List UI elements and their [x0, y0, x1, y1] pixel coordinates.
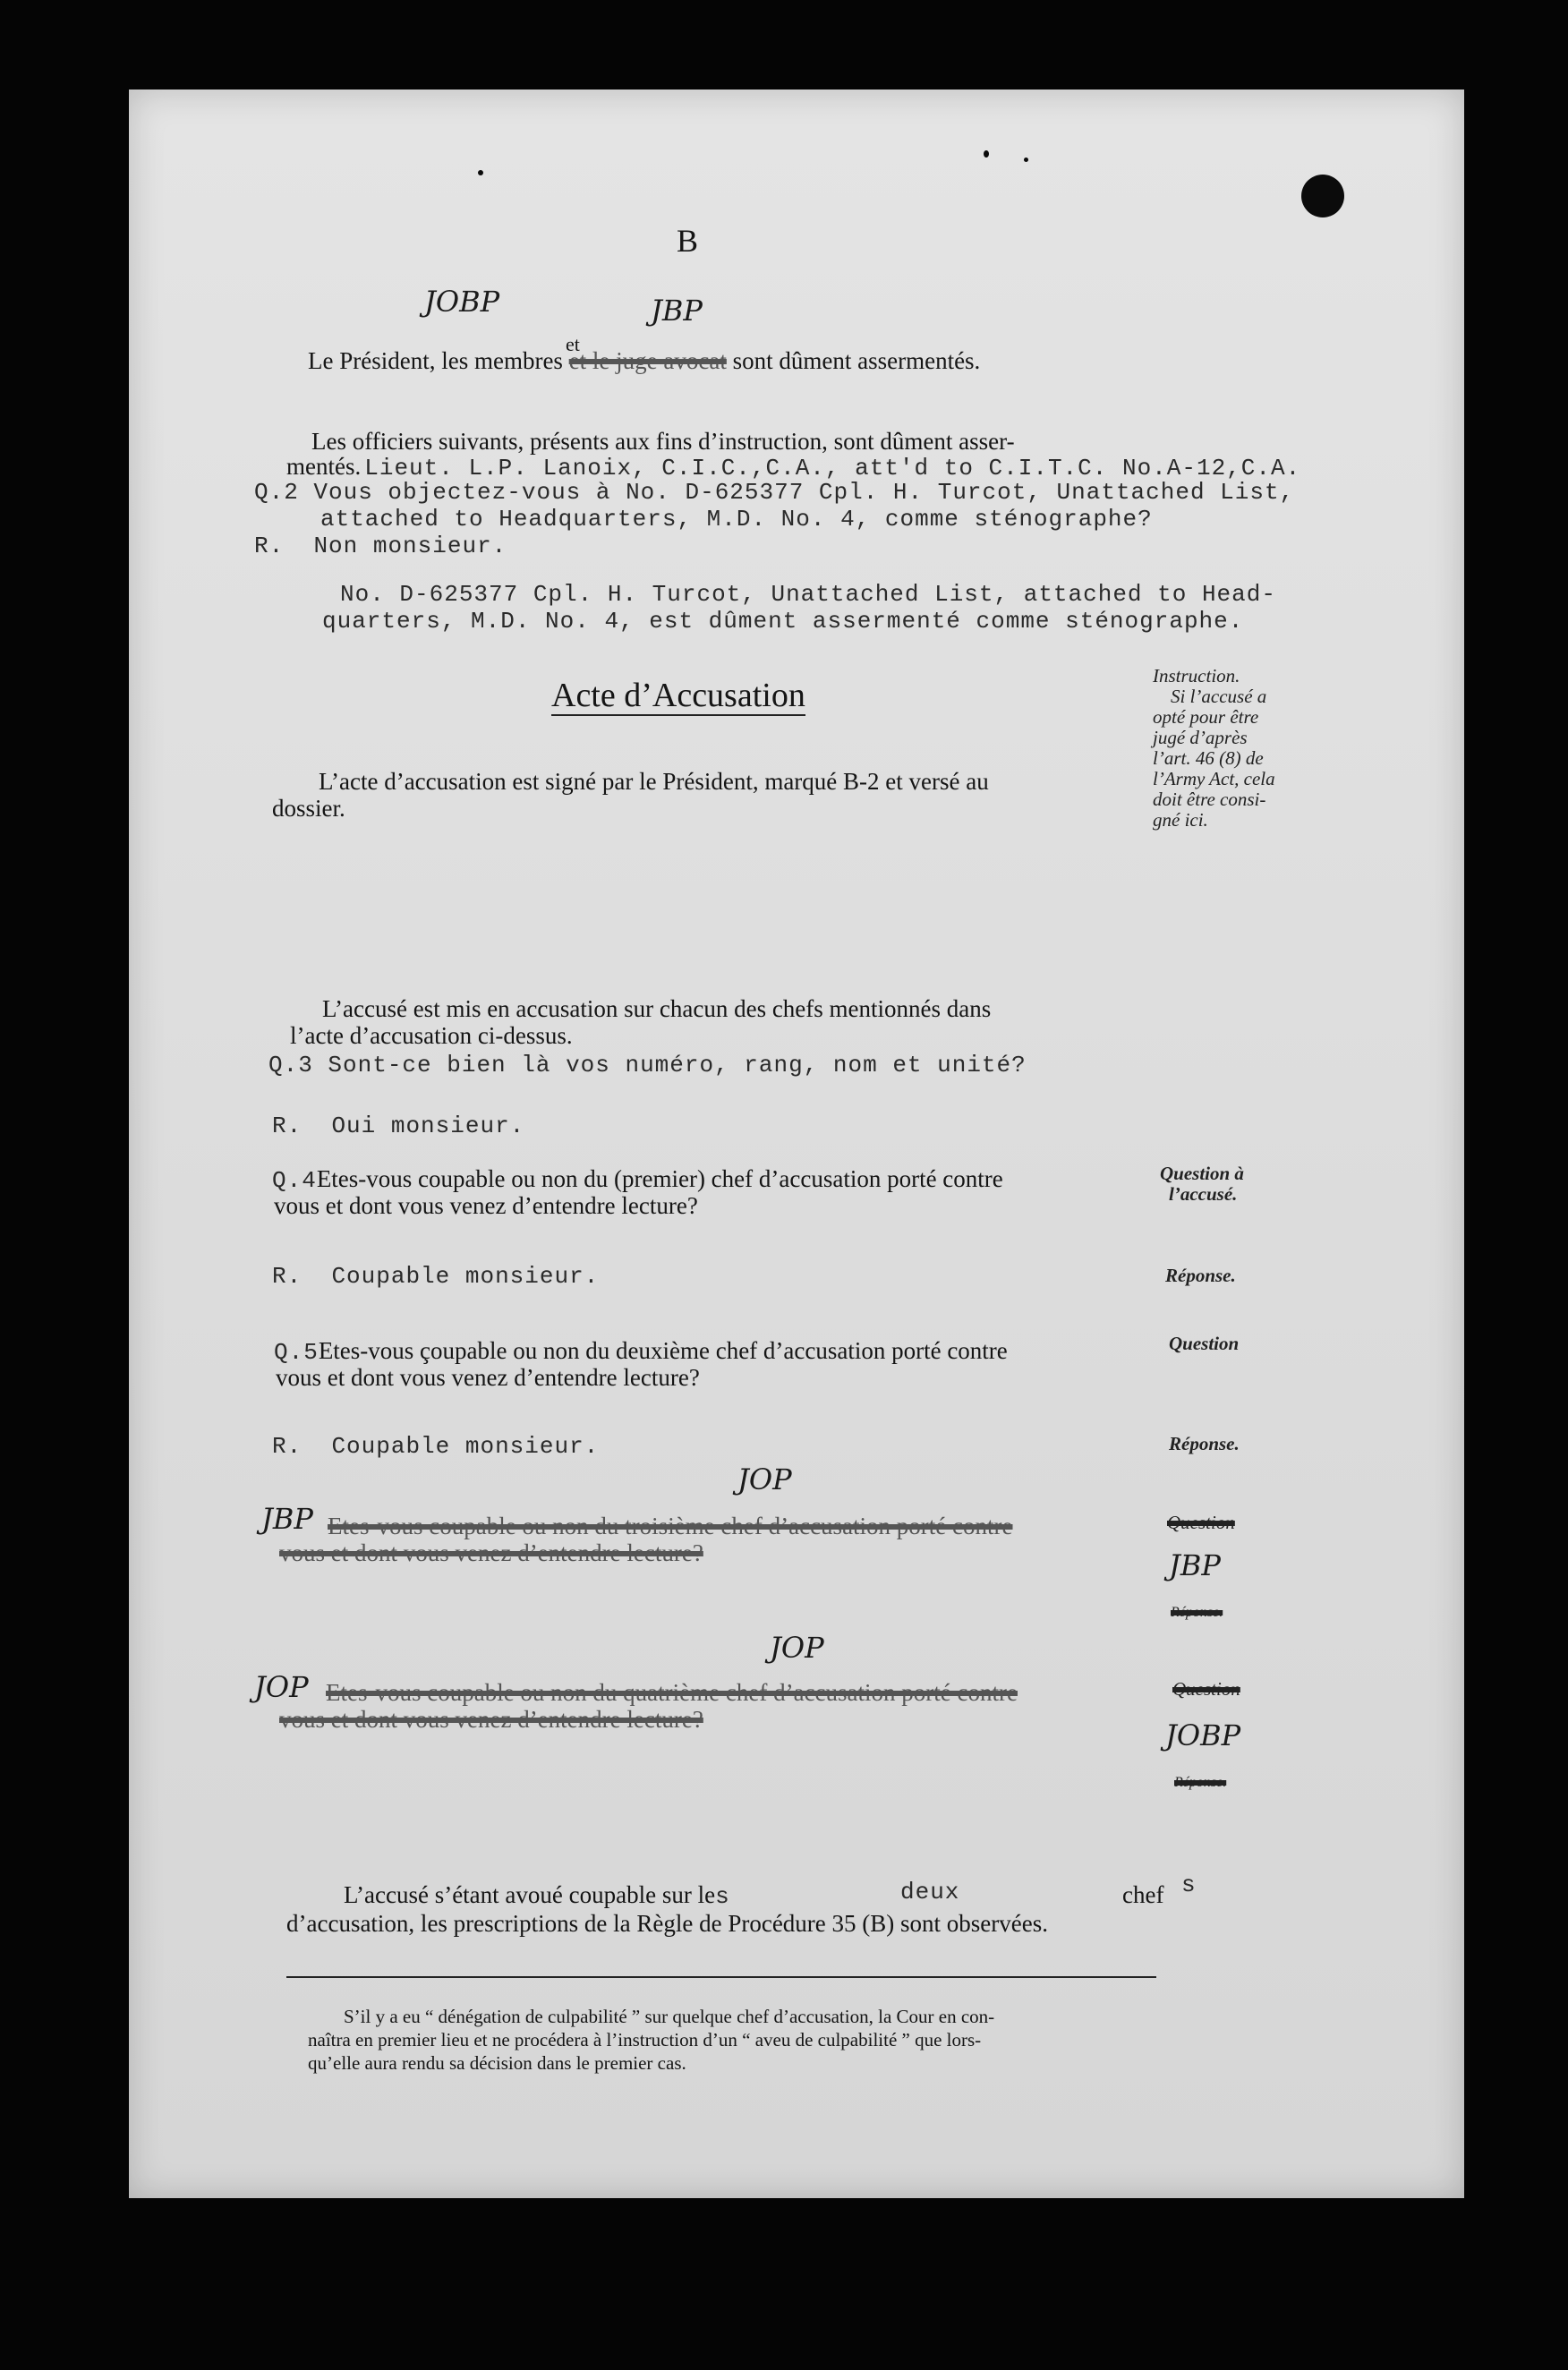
oath-prefix: Le Président [308, 347, 430, 374]
struck-question-line-1: Etes-vous coupable ou non du troisième chef d’accusation porté contre [328, 1513, 1013, 1539]
ink-speck [984, 150, 989, 158]
plea-typed-s2: s [1181, 1871, 1197, 1898]
ink-speck [1024, 158, 1028, 162]
q4-line-2: vous et dont vous venez d’entendre lecture? [274, 1192, 698, 1219]
answer-label: R. [272, 1113, 303, 1139]
q2-label: Q.2 [254, 479, 299, 506]
plea-line-2: d’accusation, les prescriptions de la Règle de Procédure 35 (B) sont observées. [286, 1910, 1048, 1937]
oath-suffix: sont dûment assermentés. [732, 347, 981, 374]
stenographer-line-2: quarters, M.D. No. 4, est dûment assermenté comme sténographe. [322, 608, 1244, 635]
q4-text-1: Etes-vous coupable ou non du (premier) chef d’accusation porté contre [316, 1165, 1003, 1192]
divider [286, 1976, 1156, 1978]
instruction-line: l’Army Act, cela [1153, 768, 1275, 789]
struck-question-line-2: vous et dont vous venez d’entendre lecture? [279, 1539, 703, 1566]
oath-middle: , les membres [429, 347, 563, 374]
q2-text-1: Vous objectez-vous à No. D-625377 Cpl. H. Turcot, Unattached List, [313, 479, 1295, 506]
handwritten-initials: JOBP [424, 285, 500, 319]
struck-question-line-1: Etes-vous coupable ou non du quatrième chef d’accusation porté contre [326, 1679, 1018, 1706]
q5-line-2: vous et dont vous venez d’entendre lecture? [276, 1364, 700, 1391]
footnote-line: qu’elle aura rendu sa décision dans le premier cas. [308, 2052, 686, 2074]
q5-margin: Question [1169, 1333, 1240, 1354]
document-page [129, 90, 1464, 2198]
inserted-word: et [566, 333, 580, 355]
struck-margin-question: Question [1167, 1512, 1235, 1533]
q2-answer [254, 532, 507, 560]
margin-accuse: l’accusé. [1169, 1183, 1238, 1205]
ink-speck [478, 170, 483, 175]
handwritten-initials: JOP [737, 1462, 792, 1496]
footnote-line: naîtra en premier lieu et ne procédera à l’instruction d’un “ aveu de culpabilité ” que lors- [308, 2029, 982, 2050]
section-letter: B [677, 223, 699, 259]
answer-label: R. [272, 1433, 303, 1460]
instruction-line: Si l’accusé a [1171, 686, 1267, 707]
q5-answer [272, 1432, 599, 1461]
handwritten-initials: JBP [651, 294, 703, 328]
q5-text-1: Etes-vous çoupable ou non du deuxième chef d’accusation porté contre [318, 1337, 1008, 1364]
struck-text: et le juge avocat [568, 347, 727, 374]
plea-line-1 [344, 1880, 730, 1911]
answer-text: Oui monsieur. [331, 1113, 525, 1139]
arraign-line-1: L’accusé est mis en accusation sur chacun des chefs mentionnés dans [322, 995, 992, 1022]
struck-margin-question: Question [1172, 1678, 1240, 1700]
arraign-line-2: l’acte d’accusation ci-dessus. [290, 1022, 573, 1049]
instruction-line: doit être consi- [1153, 789, 1266, 810]
acte-heading: Acte d’Accusation [551, 677, 805, 714]
q2-line-1 [254, 478, 1294, 507]
acte-line-1: L’acte d’accusation est signé par le Président, marqué B-2 et versé au [319, 768, 989, 795]
officers-print: mentés. [286, 453, 362, 480]
struck-margin-answer: Réponse. [1174, 1775, 1227, 1790]
oath-line [308, 345, 980, 376]
acte-line-2: dossier. [272, 795, 345, 822]
answer-text: Coupable monsieur. [331, 1263, 600, 1290]
struck-question-line-2: vous et dont vous venez d’entendre lecture? [279, 1706, 703, 1733]
handwritten-initials: JOP [254, 1670, 309, 1704]
officers-typed: Lieut. L.P. Lanoix, C.I.C.,C.A., att'd to C.I.T.C. No.A-12,C.A. [364, 455, 1301, 482]
instruction-title: Instruction. [1153, 665, 1240, 686]
q5-label: Q.5 [274, 1339, 319, 1366]
struck-margin-answer: Réponse. [1171, 1605, 1223, 1620]
answer-label: R. [254, 533, 285, 559]
punch-hole [1301, 175, 1344, 217]
answer-label: R. [272, 1263, 303, 1290]
instruction-line: opté pour être [1153, 706, 1259, 728]
q5-answer-margin: Réponse. [1169, 1433, 1240, 1454]
instruction-line: l’art. 46 (8) de [1153, 747, 1264, 769]
q4-answer [272, 1262, 599, 1291]
q3-label: Q.3 [268, 1052, 313, 1078]
stenographer-line-1: No. D-625377 Cpl. H. Turcot, Unattached List, attached to Head- [340, 581, 1276, 608]
answer-text: Non monsieur. [313, 533, 507, 559]
handwritten-initials: JBP [261, 1502, 313, 1536]
handwritten-initials: JBP [1169, 1548, 1221, 1582]
answer-text: Coupable monsieur. [331, 1433, 600, 1460]
footnote [308, 2005, 994, 2075]
handwritten-initials: JOP [770, 1631, 824, 1665]
instruction-line: jugé d’après [1153, 727, 1248, 748]
plea-typed-s: s [715, 1883, 730, 1910]
q4-margin [1160, 1164, 1244, 1205]
q3-answer [272, 1112, 524, 1140]
instruction-note [1153, 666, 1332, 831]
q4-label: Q.4 [272, 1167, 317, 1194]
plea-text-a: L’accusé s’étant avoué coupable sur le [344, 1881, 716, 1908]
officers-line-1: Les officiers suivants, présents aux fins d’instruction, sont dûment asser- [311, 428, 1015, 455]
instruction-line: gné ici. [1153, 809, 1208, 831]
q2-line-2: attached to Headquarters, M.D. No. 4, comme sténographe? [320, 506, 1153, 533]
plea-typed-deux: deux [900, 1879, 960, 1905]
q3-line [268, 1051, 1027, 1079]
q4-answer-margin: Réponse. [1165, 1265, 1236, 1286]
plea-text-chef: chef [1122, 1881, 1164, 1908]
margin-question: Question à [1160, 1163, 1244, 1184]
handwritten-initials: JOBP [1165, 1718, 1241, 1752]
q3-text: Sont-ce bien là vos numéro, rang, nom et unité? [328, 1052, 1027, 1078]
footnote-line: S’il y a eu “ dénégation de culpabilité ” sur quelque chef d’accusation, la Cour en con- [344, 2006, 995, 2027]
